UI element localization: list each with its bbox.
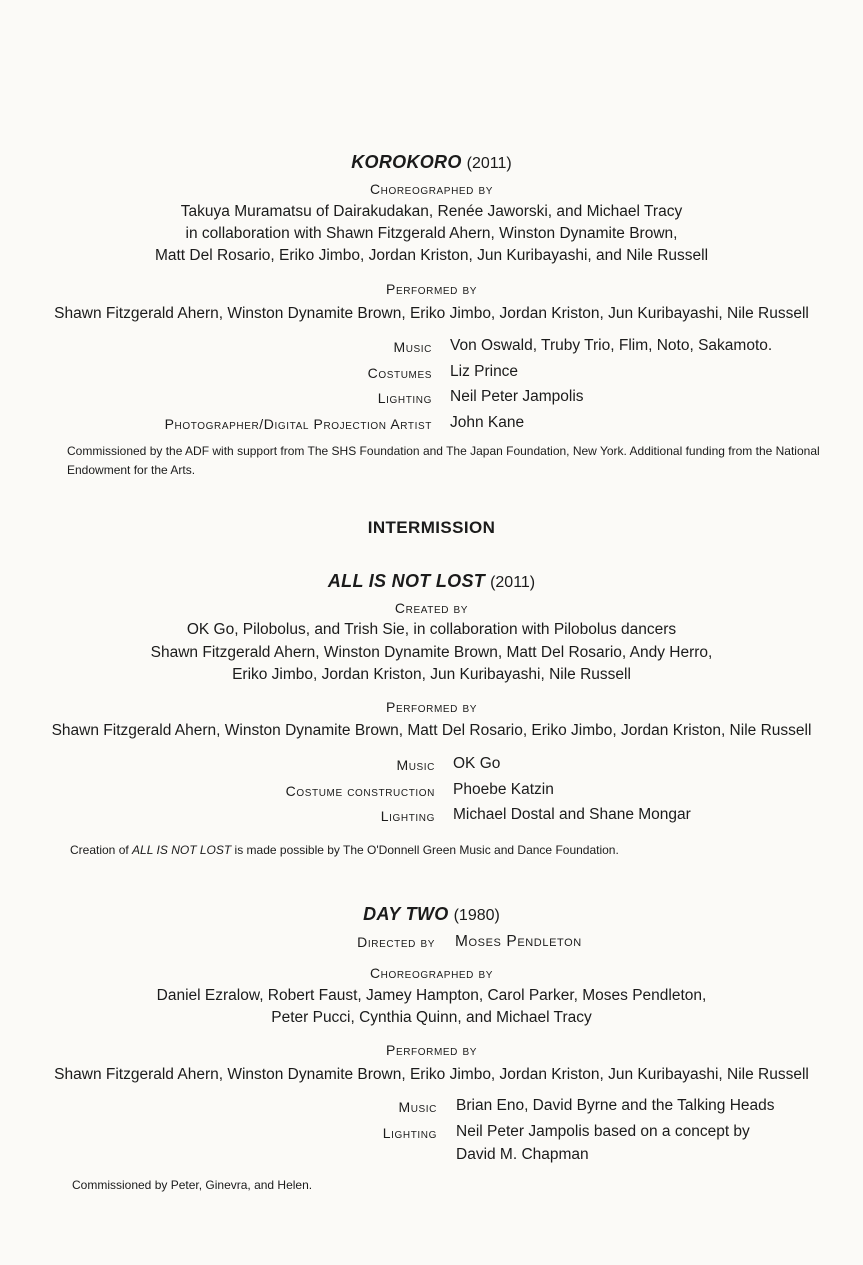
credit-label-lighting: Lighting: [377, 390, 432, 406]
created-line: OK Go, Pilobolus, and Trish Sie, in collaboration with Pilobolus dancers: [186, 621, 677, 638]
year-text: (2011): [466, 155, 512, 172]
credit-label-costumes: Costumes: [367, 365, 432, 381]
performers-line: Shawn Fitzgerald Ahern, Winston Dynamite Brown, Matt Del Rosario, Eriko Jimbo, Jordan Kriston, Nile Russell: [51, 722, 812, 739]
credit-value-music: OK Go: [453, 755, 501, 772]
directed-label: Directed by: [357, 934, 435, 950]
piece-title-all-is-not-lost: [0, 571, 863, 592]
choreo-line: Matt Del Rosario, Eriko Jimbo, Jordan Kriston, Jun Kuribayashi, and Nile Russell: [154, 247, 709, 264]
credit-label-costume-construction: Costume construction: [285, 783, 435, 799]
credit-label-photographer: Photographer/Digital Projection Artist: [164, 416, 432, 432]
note-prefix: Creation of: [70, 843, 133, 857]
credit-value-costumes: Liz Prince: [450, 363, 519, 380]
performed-heading: Performed by: [386, 699, 477, 715]
credit-label-lighting: Lighting: [382, 1125, 437, 1141]
commission-note: Commissioned by Peter, Ginevra, and Helen.: [72, 1178, 313, 1192]
choreo-line: Takuya Muramatsu of Dairakudakan, Renée Jaworski, and Michael Tracy: [180, 203, 683, 220]
title-text: KOROKORO: [351, 152, 462, 172]
performers-line: Shawn Fitzgerald Ahern, Winston Dynamite Brown, Eriko Jimbo, Jordan Kriston, Jun Kuribayashi, Nile Russell: [54, 1066, 809, 1083]
commission-note: Commissioned by the ADF with support from The SHS Foundation and The Japan Foundation, New York. Additional funding from the National Endowment for the Arts.: [67, 444, 820, 477]
created-line: Eriko Jimbo, Jordan Kriston, Jun Kuribayashi, Nile Russell: [232, 666, 631, 683]
performed-heading: Performed by: [386, 281, 477, 297]
credit-value-lighting: Michael Dostal and Shane Mongar: [453, 806, 691, 823]
year-text: (1980): [453, 907, 500, 924]
intermission-heading: INTERMISSION: [367, 518, 496, 537]
creation-note: [70, 841, 830, 860]
year-text: (2011): [490, 574, 536, 591]
credit-value-photographer: John Kane: [450, 414, 525, 431]
credit-label-music: Music: [393, 339, 432, 355]
choreo-line: Peter Pucci, Cynthia Quinn, and Michael Tracy: [271, 1009, 592, 1026]
note-suffix: is made possible by The O'Donnell Green Music and Dance Foundation.: [231, 843, 619, 857]
credit-value-lighting-continued: David M. Chapman: [456, 1146, 589, 1163]
credit-value-lighting: Neil Peter Jampolis: [450, 388, 584, 405]
choreographed-heading: Choreographed by: [369, 965, 494, 981]
performed-heading: Performed by: [386, 1042, 477, 1058]
credit-value-costume-construction: Phoebe Katzin: [453, 781, 554, 798]
directed-value: Moses Pendleton: [455, 933, 582, 950]
created-heading: Created by: [394, 600, 469, 616]
title-text: DAY TWO: [363, 904, 449, 924]
piece-title-korokoro: [0, 152, 863, 173]
created-line: Shawn Fitzgerald Ahern, Winston Dynamite Brown, Matt Del Rosario, Andy Herro,: [150, 644, 713, 661]
credit-value-music: Von Oswald, Truby Trio, Flim, Noto, Sakamoto.: [450, 337, 773, 354]
credit-label-music: Music: [396, 757, 435, 773]
choreographed-heading: Choreographed by: [369, 181, 494, 197]
credit-value-music: Brian Eno, David Byrne and the Talking Heads: [456, 1097, 775, 1114]
title-text: ALL IS NOT LOST: [327, 571, 486, 591]
choreo-line: in collaboration with Shawn Fitzgerald Ahern, Winston Dynamite Brown,: [185, 225, 678, 242]
performers-line: Shawn Fitzgerald Ahern, Winston Dynamite Brown, Eriko Jimbo, Jordan Kriston, Jun Kuribayashi, Nile Russell: [54, 305, 809, 322]
piece-title-day-two: [0, 904, 863, 925]
credit-label-lighting: Lighting: [380, 808, 435, 824]
credit-value-lighting: Neil Peter Jampolis based on a concept by: [456, 1123, 750, 1140]
note-title: ALL IS NOT LOST: [132, 843, 232, 857]
credit-label-music: Music: [398, 1099, 437, 1115]
choreo-line: Daniel Ezralow, Robert Faust, Jamey Hampton, Carol Parker, Moses Pendleton,: [156, 987, 707, 1004]
